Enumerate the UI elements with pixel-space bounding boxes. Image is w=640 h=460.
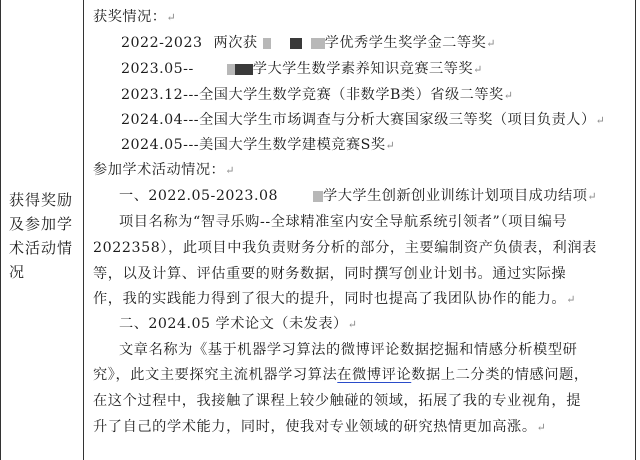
award-item-2: 2023.05-- 学大学生数学素养知识竞赛三等奖↵ <box>121 61 483 77</box>
redaction <box>227 64 235 75</box>
side-label: 获得奖励及参加学术活动情况 <box>9 191 74 281</box>
activity-2-para-line1: 文章名称为《基于机器学习算法的微博评论数据挖掘和情感分析模型研 <box>119 342 578 358</box>
activity-2-para-line4: 升了自己的学术能力，同时，使我对专业领域的研究热情更加高涨。↵ <box>93 419 547 435</box>
label-column <box>0 0 84 460</box>
activity-1-title: 一、2022.05-2023.08 学大学生创新创业训练计划项目成功结项↵ <box>119 188 598 204</box>
redaction <box>313 191 323 202</box>
activity-2-title: 二、2024.05 学术论文（未发表）↵ <box>119 316 358 332</box>
activity-1-para-line1: 项目名称为“智寻乐购--全球精准室内安全导航系统引领者”（项目编号 <box>119 214 568 230</box>
activities-heading: 参加学术活动情况：↵ <box>93 162 235 178</box>
awards-heading: 获奖情况：↵ <box>93 9 177 25</box>
activity-1-para-line2: 2022358），此项目中我负责财务分析的部分，主要编制资产负债表，利润表 <box>93 240 597 256</box>
activity-2-para-line3: 在这个过程中，我接触了课程上较少触碰的领域，拓展了我的专业视角，提 <box>93 393 581 409</box>
redaction <box>263 38 271 49</box>
activity-1-para-line3: 等，以及计算、评估重要的财务数据，同时撰写创业计划书。通过实际操 <box>93 266 567 282</box>
activity-2-para-line2: 究》，此文主要探究主流机器学习算法在微博评论数据上二分类的情感问题， <box>93 367 589 383</box>
award-item-5: 2024.05---美国大学生数学建模竞赛S奖↵ <box>121 137 396 153</box>
award-item-3: 2023.12---全国大学生数学竞赛（非数学B类）省级二等奖↵ <box>121 87 514 103</box>
redaction <box>311 38 325 49</box>
activity-1-para-line4: 作，我的实践能力得到了很大的提升，同时也提高了我团队协作的能力。↵ <box>93 291 577 307</box>
underlined-text: 在微博评论 <box>337 367 412 383</box>
table-right-border <box>635 0 636 460</box>
redaction <box>235 64 253 75</box>
award-item-4: 2024.04---全国大学生市场调查与分析大赛国家级三等奖（项目负责人）↵ <box>121 112 606 128</box>
redaction <box>290 38 302 49</box>
award-item-1: 2022-2023 两次获 学优秀学生奖学金二等奖↵ <box>121 35 496 51</box>
